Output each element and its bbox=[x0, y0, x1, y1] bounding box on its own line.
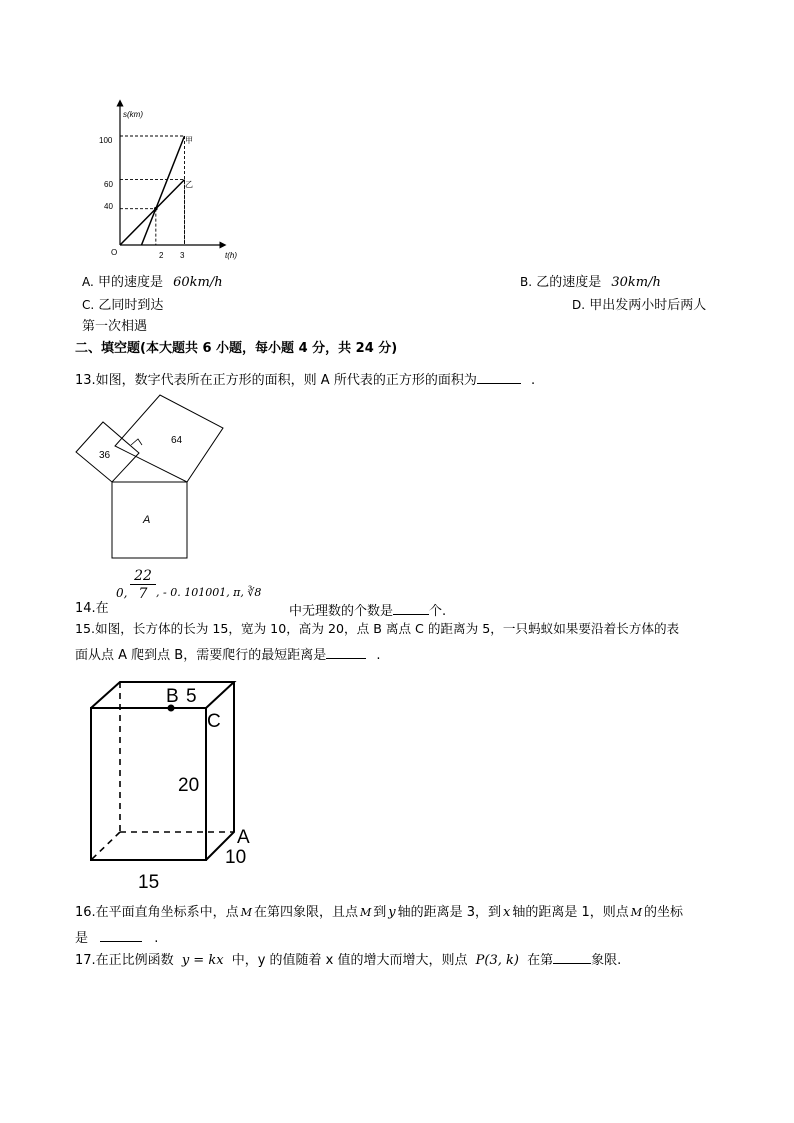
question-14-prefix: 14.在 bbox=[75, 601, 109, 616]
question-14-suffix bbox=[289, 602, 446, 618]
answer-blank-15[interactable] bbox=[326, 646, 366, 659]
question-15-line2-text: 面从点 A 爬到点 B，需要爬行的最短距离是 bbox=[75, 648, 327, 663]
fraction bbox=[130, 568, 156, 603]
option-c-letter: C. bbox=[82, 298, 95, 312]
question-15-line1: 15.如图，长方体的长为 15，宽为 10，高为 20，点 B 离点 C 的距离为 5，一只蚂蚁如果要沿着长方体的表 bbox=[75, 621, 680, 636]
question-15-end: . bbox=[376, 648, 381, 663]
q16-part-f: 的坐标 bbox=[644, 905, 684, 920]
q17-function: y = kx bbox=[181, 953, 224, 968]
q17-point: P(3, k) bbox=[475, 953, 519, 968]
option-a-text: 甲的速度是 bbox=[97, 275, 163, 290]
answer-blank-14[interactable] bbox=[393, 602, 429, 615]
q16-part-c: 到 bbox=[373, 905, 387, 920]
right-angle-mark bbox=[131, 439, 142, 445]
q17-middle: 中，y 的值随着 x 值的增大而增大，则点 bbox=[231, 953, 468, 968]
q16-part-a: 16.在平面直角坐标系中，点 bbox=[75, 905, 239, 920]
origin-label: O bbox=[111, 248, 118, 257]
section-heading: 二、填空题(本大题共 6 小题，每小题 4 分，共 24 分) bbox=[75, 341, 398, 356]
option-d-text: 甲出发两小时后两人 bbox=[589, 298, 707, 313]
option-a-math: 60km/h bbox=[173, 275, 223, 290]
question-13-text: 13.如图，数字代表所在正方形的面积，则 A 所代表的正方形的面积为 bbox=[75, 373, 477, 388]
y-tick-label-40: 40 bbox=[104, 202, 113, 211]
expr-zero: 0, bbox=[116, 586, 128, 600]
q16-part-e: 轴的距离是 1，则点 bbox=[512, 905, 629, 920]
x-tick-label-3: 3 bbox=[180, 251, 185, 260]
question-16-line1 bbox=[75, 906, 683, 919]
x-tick-label-2: 2 bbox=[159, 251, 164, 260]
question-17 bbox=[75, 951, 621, 967]
q16-line2-text: 是 bbox=[75, 931, 89, 946]
point-c-label: C bbox=[207, 711, 221, 732]
question-13 bbox=[75, 371, 535, 387]
question-15-line2 bbox=[75, 646, 381, 662]
distance-bc-label: 5 bbox=[186, 686, 197, 707]
option-d-continued: 第一次相遇 bbox=[82, 319, 148, 334]
series-line-yi bbox=[120, 180, 185, 245]
option-a-letter: A. bbox=[82, 275, 94, 289]
width-label: 10 bbox=[225, 847, 247, 868]
answer-blank-17[interactable] bbox=[553, 951, 591, 964]
height-label: 20 bbox=[178, 775, 200, 796]
series-line-jia bbox=[142, 136, 185, 245]
q16-var-x: x bbox=[503, 905, 511, 920]
y-tick-label-60: 60 bbox=[104, 180, 113, 189]
option-b-text: 乙的速度是 bbox=[536, 275, 602, 290]
q17-suffix: 在第 bbox=[527, 953, 554, 968]
x-axis-label: t(h) bbox=[225, 251, 237, 260]
q17-prefix: 17.在正比例函数 bbox=[75, 953, 174, 968]
option-a[interactable] bbox=[82, 276, 223, 289]
fraction-denominator: 7 bbox=[138, 586, 148, 602]
square-64-label: 64 bbox=[171, 435, 183, 446]
q16-part-d: 轴的距离是 3，到 bbox=[397, 905, 502, 920]
option-b-math: 30km/h bbox=[611, 275, 661, 290]
series-label-jia: 甲 bbox=[185, 136, 193, 145]
square-64 bbox=[115, 395, 223, 482]
y-axis-label: s(km) bbox=[123, 110, 143, 119]
option-b-letter: B. bbox=[520, 275, 533, 289]
pythagoras-squares-figure bbox=[72, 390, 242, 565]
series-label-yi: 乙 bbox=[185, 180, 193, 189]
option-c-text: 乙同时到达 bbox=[98, 298, 164, 313]
square-36-label: 36 bbox=[99, 450, 111, 461]
option-d[interactable] bbox=[572, 299, 706, 312]
option-d-letter: D. bbox=[572, 298, 586, 312]
distance-time-chart bbox=[95, 95, 335, 270]
q16-var-m3: M bbox=[630, 906, 643, 919]
question-14-suffix-text: 中无理数的个数是 bbox=[289, 604, 394, 619]
square-a-label: A bbox=[143, 514, 151, 526]
meeting-point bbox=[154, 207, 158, 211]
answer-blank-16[interactable] bbox=[100, 929, 142, 942]
question-14-end: 个. bbox=[429, 604, 447, 619]
point-a-label: A bbox=[237, 827, 250, 848]
hidden-edge-depth bbox=[91, 832, 120, 860]
question-13-end: . bbox=[530, 373, 536, 388]
y-tick-label-100: 100 bbox=[99, 136, 113, 145]
point-b-label: B bbox=[166, 686, 179, 707]
expr-rest: , - 0. 101001, π, ∛8 bbox=[156, 586, 262, 599]
q16-var-m1: M bbox=[240, 906, 252, 919]
cuboid-right-face bbox=[206, 682, 234, 860]
cuboid-top-face bbox=[91, 682, 234, 708]
q16-var-y: y bbox=[388, 905, 396, 920]
answer-blank-13[interactable] bbox=[477, 371, 521, 384]
q16-part-b: 在第四象限，且点 bbox=[253, 905, 358, 920]
option-c[interactable] bbox=[82, 299, 163, 312]
q16-end: . bbox=[154, 931, 159, 946]
cuboid-figure bbox=[80, 675, 270, 895]
fraction-numerator: 22 bbox=[130, 568, 156, 585]
q16-var-m2: M bbox=[359, 906, 372, 919]
question-16-line2 bbox=[75, 929, 158, 945]
option-b[interactable] bbox=[520, 276, 661, 289]
q17-end: 象限. bbox=[591, 953, 622, 968]
length-label: 15 bbox=[138, 872, 160, 893]
